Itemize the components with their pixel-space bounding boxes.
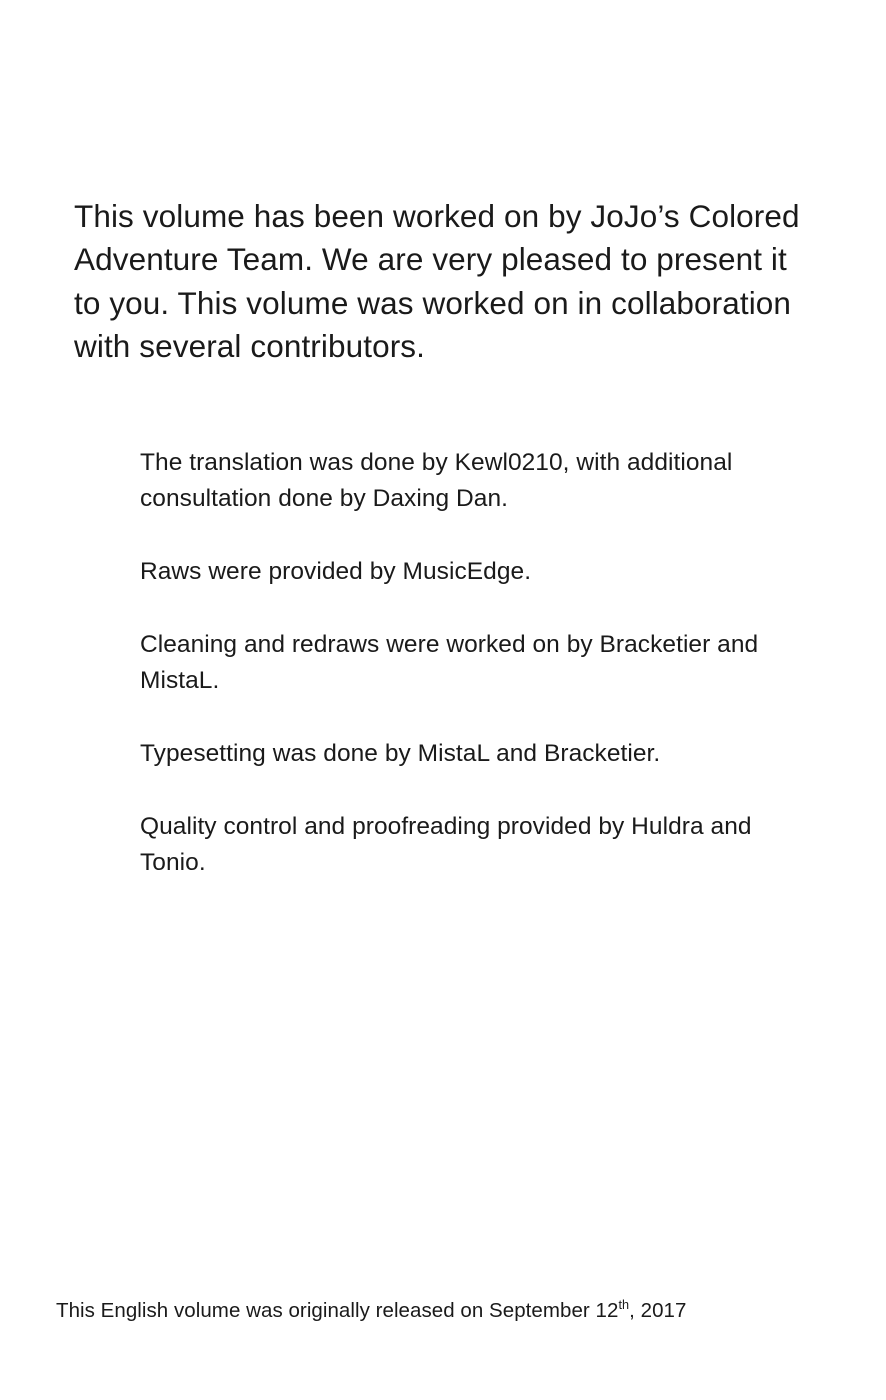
credit-translation: The translation was done by Kewl0210, with additional consultation done by Daxing Dan. (140, 448, 733, 512)
footer-suffix: , 2017 (629, 1299, 687, 1322)
credit-typesetting: Typesetting was done by MistaL and Bracketier. (140, 739, 661, 767)
release-date-footer (56, 1298, 836, 1324)
credit-raws: Raws were provided by MusicEdge. (140, 557, 532, 585)
credit-quality-control: Quality control and proofreading provided by Huldra and Tonio. (140, 812, 752, 876)
footer-prefix: This English volume was originally released on September 12 (56, 1299, 619, 1322)
intro-paragraph: This volume has been worked on by JoJo’s Colored Adventure Team. We are very pleased to present it to you. This volume was worked on in collaboration with several contributors. (74, 197, 800, 364)
credits-list (140, 420, 800, 881)
footer-ordinal-suffix: th (618, 1297, 630, 1313)
credit-cleaning-redraws: Cleaning and redraws were worked on by Bracketier and MistaL. (140, 630, 759, 694)
